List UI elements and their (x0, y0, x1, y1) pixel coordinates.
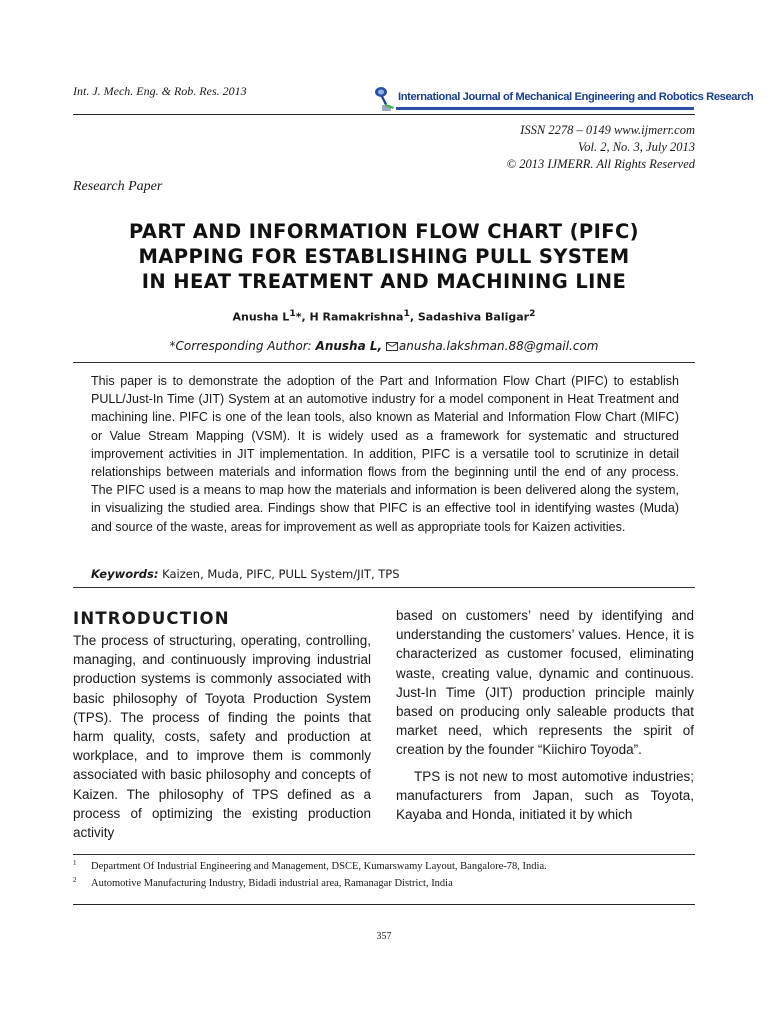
author-separator: , (301, 310, 310, 324)
volume-line: Vol. 2, No. 3, July 2013 (577, 140, 695, 154)
corresponding-author (73, 339, 695, 353)
footnote-text: Department Of Industrial Engineering and Management, DSCE, Kumarswamy Layout, Bangalore-78, India. (91, 861, 547, 872)
paper-type: Research Paper (73, 179, 163, 194)
intro-paragraph: based on customers’ need by identifying and understanding the customers’ values. Hence, it is characterized as customer focused, eliminating waste, creating value, dynamic and continuous. Just-In Time (JIT) production principle mainly based on producing only saleable products that market need, which represents the spirit of creation by the founder “Kiichiro Toyoda”. (396, 608, 694, 758)
issn-block (507, 122, 695, 173)
left-column (73, 631, 371, 842)
header-rule (73, 114, 695, 115)
issn-line: ISSN 2278 – 0149 www.ijmerr.com (520, 123, 695, 137)
author-list (73, 308, 695, 324)
footnote-text: Automotive Manufacturing Industry, Bidadi industrial area, Ramanagar District, India (91, 878, 453, 889)
keywords-value: Kaizen, Muda, PIFC, PULL System/JIT, TPS (162, 567, 400, 581)
footnote-mark: 2 (73, 876, 77, 884)
footnote-mark: 1 (73, 859, 77, 867)
logo-underline (396, 107, 694, 110)
email-icon (386, 342, 398, 351)
keywords-label: Keywords: (91, 567, 159, 581)
author-name: Anusha L (232, 310, 290, 324)
corresponding-star: * (295, 310, 302, 324)
intro-paragraph: TPS is not new to most automotive industries; manufacturers from Japan, such as Toyota, Kayaba and Honda, initiated it by which (396, 768, 694, 823)
abstract-text: This paper is to demonstrate the adoption of the Part and Information Flow Chart (PIFC) to establish PULL/Just-In Time (JIT) System at an automotive industry for a model component in Heat Treatment and machining line. PIFC is one of the lean tools, also known as Material and Information Flow Chart (MIFC) or Value Stream Mapping (VSM). It is widely used as a framework for systematic and structured improvement activities in JIT implementation. In addition, PIFC is a versatile tool to scrutinize in detail relationships between materials and information flows from the beginning until the end of any process. The PIFC used is a means to map how the materials and information is been delivered along the system, in visualizing the studied area. Findings show that PIFC is an effective tool in identifying wastes (Muda) and source of the waste, areas for improvement as well as appropriate tools for Kaizen activities. (91, 374, 679, 534)
affiliation-mark: 1 (289, 308, 296, 319)
keywords (91, 567, 400, 581)
email-link[interactable]: anusha.lakshman.88@gmail.com (398, 339, 599, 353)
copyright-line: © 2013 IJMERR. All Rights Reserved (506, 157, 695, 171)
corresponding-name: Anusha L, (315, 339, 383, 353)
section-heading: INTRODUCTION (73, 609, 230, 628)
footnote-rule (73, 854, 695, 855)
author-name: Sadashiva Baligar (417, 310, 530, 324)
journal-logo (372, 84, 754, 114)
abstract-bottom-rule (73, 587, 695, 588)
title-line-2: MAPPING FOR ESTABLISHING PULL SYSTEM (138, 245, 630, 268)
author-name: H Ramakrishna (309, 310, 404, 324)
journal-short-title: Int. J. Mech. Eng. & Rob. Res. 2013 (73, 84, 247, 98)
right-column (396, 606, 694, 824)
robot-arm-icon (372, 84, 396, 114)
title-line-1: PART AND INFORMATION FLOW CHART (PIFC) (128, 220, 639, 243)
affiliation-mark: 2 (529, 308, 536, 319)
title-line-3: IN HEAT TREATMENT AND MACHINING LINE (141, 270, 627, 293)
footer-rule (73, 904, 695, 905)
author-separator: , (409, 310, 418, 324)
affiliation-mark: 1 (403, 308, 410, 319)
corresponding-label: *Corresponding Author: (169, 339, 316, 353)
intro-paragraph: The process of structuring, operating, controlling, managing, and continuously improving industrial production systems is commonly associated with basic philosophy of Toyota Production System (TPS). The process of finding the points that harm quality, costs, safety and production at workplace, and to improve them is commonly associated with basic philosophy and concepts of Kaizen. The philosophy of TPS defined as a process of optimizing the existing production activity (73, 633, 371, 841)
abstract-top-rule (73, 362, 695, 363)
paper-title (73, 219, 695, 294)
page-number: 357 (376, 931, 392, 942)
journal-logo-text: International Journal of Mechanical Engineering and Robotics Research (398, 91, 754, 103)
